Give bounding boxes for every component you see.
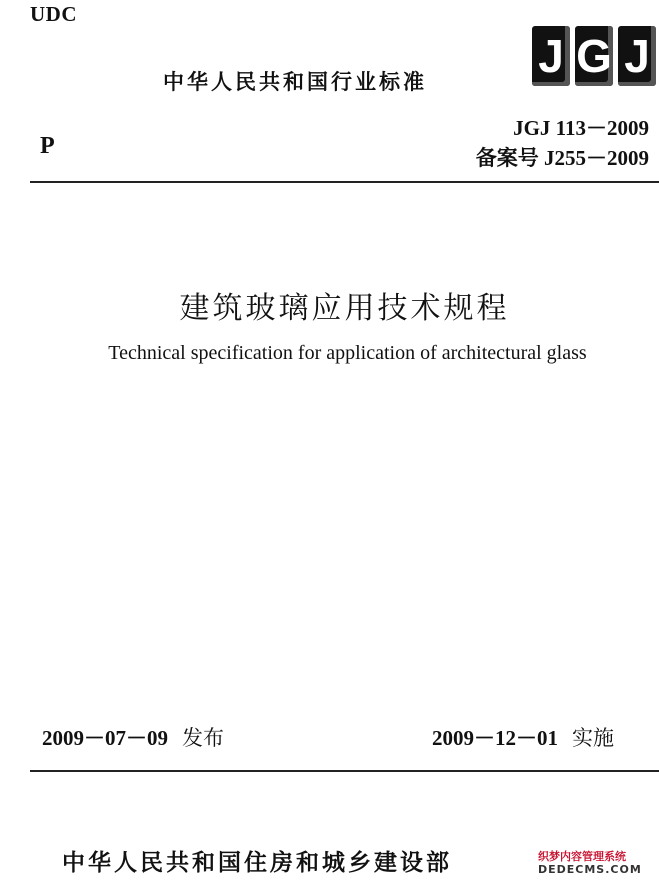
standard-type-heading: 中华人民共和国行业标准: [163, 70, 427, 94]
top-divider: [30, 181, 659, 183]
watermark-line1: 织梦内容管理系统: [538, 850, 626, 863]
document-title-cn: 建筑玻璃应用技术规程: [179, 291, 510, 326]
issue-date: 2009－07－09: [42, 726, 168, 750]
logo-letter-g: G: [575, 26, 613, 86]
effective-label: 实施: [572, 726, 614, 750]
issuing-authority: 中华人民共和国住房和城乡建设部: [62, 850, 452, 876]
standard-number: JGJ 113－2009: [513, 116, 649, 140]
effective-date: 2009－12－01: [432, 726, 558, 750]
issue-date-block: [42, 722, 224, 752]
watermark: [538, 850, 642, 876]
issue-label: 发布: [182, 726, 224, 750]
document-title-en: Technical specification for application of architectural glass: [108, 342, 587, 364]
udc-label: UDC: [30, 2, 77, 26]
logo-letter-j1: J: [532, 26, 570, 86]
record-number: 备案号 J255－2009: [475, 146, 649, 170]
bottom-divider: [30, 770, 659, 772]
watermark-line2: DEDECMS.COM: [538, 863, 642, 876]
jgj-logo: [532, 24, 656, 88]
category-letter: P: [40, 133, 55, 159]
effective-date-block: [432, 722, 614, 752]
logo-letter-j2: J: [618, 26, 656, 86]
